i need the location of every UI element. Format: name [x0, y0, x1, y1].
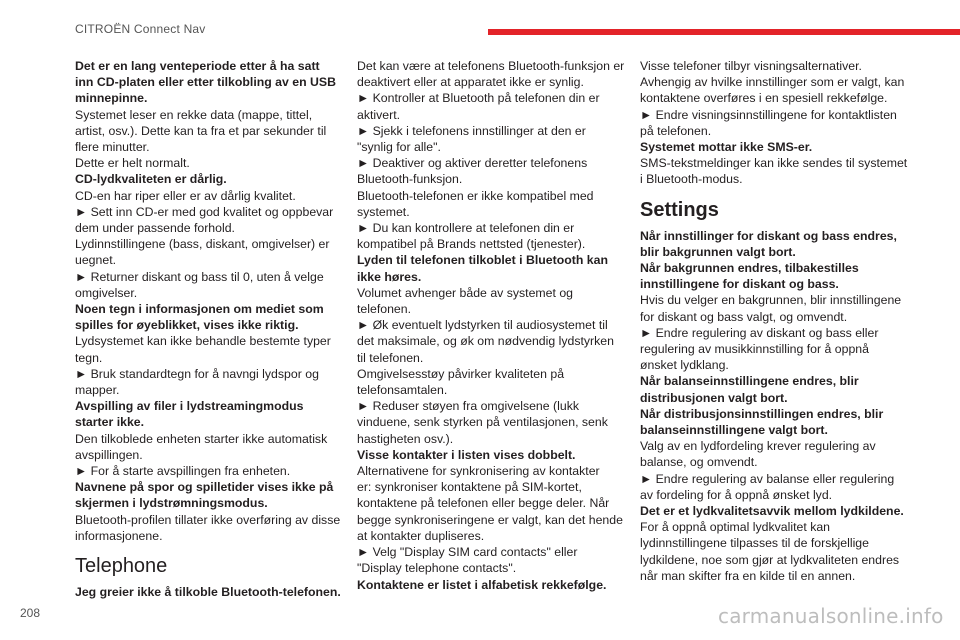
- body-text-line: deaktivert eller at apparatet ikke er synlig.: [357, 75, 584, 90]
- running-header-title: CITROËN Connect Nav: [75, 22, 206, 36]
- body-text-line: vinduene, senk styrken på ventilasjonen, senk: [357, 415, 608, 430]
- body-text-line: Visse telefoner tilbyr visningsalternativer.: [640, 59, 862, 73]
- body-text-line: ► Endre regulering av diskant og bass eller: [640, 325, 879, 340]
- body-text-line: når man skifter fra en kilde til en annen.: [640, 568, 856, 583]
- body-text-line: lydkildene, noe som gjør at lydkvaliteten endres: [640, 552, 900, 567]
- body-text-line: Valg av en lydfordeling krever regulering av: [640, 439, 876, 454]
- question-heading-line: Visse kontakter i listen vises dobbelt.: [357, 447, 576, 462]
- section-heading: Telephone: [75, 555, 168, 578]
- text-column-2: [357, 58, 629, 593]
- body-text-line: Dette er helt normalt.: [75, 156, 190, 171]
- body-text-line: dem under passende forhold.: [75, 221, 235, 236]
- question-heading-line: Navnene på spor og spilletider vises ikke på: [75, 480, 334, 495]
- text-column-1: [75, 58, 347, 600]
- body-text-line: av fordeling for å oppnå ønsket lyd.: [640, 487, 833, 502]
- body-text-line: hastigheten osv.).: [357, 431, 454, 446]
- question-heading-line: spilles for øyeblikket, vises ikke riktig.: [75, 318, 299, 333]
- body-text-line: på telefonen.: [640, 123, 712, 138]
- body-text-line: kompatibel på Brands nettsted (tjenester).: [357, 237, 586, 252]
- question-heading-line: Lyden til telefonen tilkoblet i Bluetooth kan: [357, 253, 608, 268]
- body-text-line: systemet.: [357, 204, 410, 219]
- body-text-line: i Bluetooth-modus.: [640, 172, 743, 187]
- question-heading-line: Systemet mottar ikke SMS-er.: [640, 140, 813, 155]
- question-heading-line: blir bakgrunnen valgt bort.: [640, 244, 796, 259]
- body-text-line: CD-en har riper eller er av dårlig kvalitet.: [75, 188, 296, 203]
- body-text-line: informasjonene.: [75, 528, 163, 543]
- body-text-line: avspillingen.: [75, 447, 143, 462]
- body-text-line: Lydsystemet kan ikke behandle bestemte typer: [75, 334, 331, 349]
- body-text-line: Den tilkoblede enheten starter ikke automatisk: [75, 431, 328, 446]
- body-text-line: ► Deaktiver og aktiver deretter telefonens: [357, 156, 588, 171]
- question-heading-line: starter ikke.: [75, 415, 145, 430]
- body-text-line: Lydinnstillingene (bass, diskant, omgivelser) er: [75, 237, 330, 252]
- body-text-line: ► Velg "Display SIM card contacts" eller: [357, 545, 578, 560]
- body-text-line: aktivert.: [357, 107, 401, 122]
- body-text-line: Bluetooth-funksjon.: [357, 172, 463, 187]
- body-text-line: telefonsamtalen.: [357, 383, 448, 398]
- body-text-line: tegn.: [75, 350, 103, 365]
- body-text-line: at kontakter dupliseres.: [357, 528, 485, 543]
- question-heading-line: Når balanseinnstillingene endres, blir: [640, 374, 859, 389]
- watermark: carmanualsonline.info: [718, 604, 944, 628]
- text-column-3: [640, 58, 912, 584]
- body-text-line: Systemet leser en rekke data (mappe, tittel,: [75, 107, 313, 122]
- body-text-line: regulering av musikkinnstilling for å oppnå: [640, 342, 869, 357]
- question-heading-line: CD-lydkvaliteten er dårlig.: [75, 172, 227, 187]
- question-heading-line: inn CD-platen eller etter tilkobling av en USB: [75, 75, 337, 90]
- question-heading-line: Det er et lydkvalitetsavvik mellom lydkildene.: [640, 504, 904, 519]
- body-text-line: ► Sett inn CD-er med god kvalitet og oppbevar: [75, 204, 334, 219]
- body-text-line: ► Endre visningsinnstillingene for kontaktlisten: [640, 107, 897, 122]
- question-heading-line: Kontaktene er listet i alfabetisk rekkefølge.: [357, 577, 607, 592]
- question-heading-line: Avspilling av filer i lydstreamingmodus: [75, 399, 304, 414]
- body-text-line: kontaktene overføres i en spesiell rekkefølge.: [640, 91, 888, 106]
- body-text-line: mapper.: [75, 383, 120, 398]
- question-heading-line: Når innstillinger for diskant og bass endres,: [640, 228, 897, 243]
- body-text-line: For å oppnå optimal lydkvalitet kan: [640, 520, 831, 535]
- body-text-line: balanse, og omvendt.: [640, 455, 758, 470]
- header-accent-bar: [488, 29, 960, 35]
- body-text-line: for diskant og bass valgt, og omvendt.: [640, 309, 848, 324]
- body-text-line: Alternativene for synkronisering av kontakter: [357, 464, 600, 479]
- body-text-line: artist, osv.). Dette kan ta fra et par sekunder til: [75, 123, 327, 138]
- body-text-line: telefonen.: [357, 302, 412, 317]
- body-text-line: lydinnstillingene tilpasses til de forskjellige: [640, 536, 869, 551]
- body-text-line: ► Reduser støyen fra omgivelsene (lukk: [357, 399, 579, 414]
- question-heading-line: Når bakgrunnen endres, tilbakestilles: [640, 261, 859, 276]
- body-text-line: uegnet.: [75, 253, 117, 268]
- body-text-line: "synlig for alle".: [357, 140, 441, 155]
- body-text-line: SMS-tekstmeldinger kan ikke sendes til systemet: [640, 156, 908, 171]
- body-text-line: kontaktene på telefonen eller begge deler. Når: [357, 496, 610, 511]
- page-number: 208: [20, 606, 41, 620]
- body-text-line: Hvis du velger en bakgrunnen, blir innstillingene: [640, 293, 902, 308]
- question-heading-line: Det er en lang venteperiode etter å ha satt: [75, 59, 320, 73]
- body-text-line: Det kan være at telefonens Bluetooth-funksjon er: [357, 59, 625, 73]
- question-heading-line: innstillingene for diskant og bass.: [640, 277, 839, 292]
- body-text-line: ønsket lydklang.: [640, 358, 729, 373]
- body-text-line: til telefonen.: [357, 350, 424, 365]
- question-heading-line: Når distribusjonsinnstillingen endres, blir: [640, 406, 884, 421]
- body-text-line: Volumet avhenger både av systemet og: [357, 285, 574, 300]
- body-text-line: ► Kontroller at Bluetooth på telefonen din er: [357, 91, 600, 106]
- body-text-line: Bluetooth-telefonen er ikke kompatibel med: [357, 188, 594, 203]
- body-text-line: omgivelser.: [75, 285, 138, 300]
- question-heading-line: minnepinne.: [75, 91, 148, 106]
- question-heading-line: skjermen i lydstrømningsmodus.: [75, 496, 268, 511]
- body-text-line: er: synkroniser kontaktene på SIM-kortet,: [357, 480, 582, 495]
- body-text-line: ► Bruk standardtegn for å navngi lydspor og: [75, 366, 319, 381]
- body-text-line: Avhengig av hvilke innstillinger som er valgt, kan: [640, 75, 905, 90]
- question-heading-line: Jeg greier ikke å tilkoble Bluetooth-telefonen.: [75, 585, 341, 600]
- body-text-line: ► Returner diskant og bass til 0, uten å velge: [75, 269, 324, 284]
- body-text-line: ► For å starte avspillingen fra enheten.: [75, 464, 291, 479]
- body-text-line: begge synkroniseringene er valgt, kan det hende: [357, 512, 623, 527]
- question-heading-line: Noen tegn i informasjonen om mediet som: [75, 302, 324, 317]
- question-heading-line: balanseinnstillingene valgt bort.: [640, 423, 828, 438]
- body-text-line: ► Sjekk i telefonens innstillinger at den er: [357, 123, 586, 138]
- question-heading-line: distribusjonen valgt bort.: [640, 390, 788, 405]
- body-text-line: det maksimale, og øk om nødvendig lydstyrken: [357, 334, 614, 349]
- question-heading-line: ikke høres.: [357, 269, 422, 284]
- body-text-line: "Display telephone contacts".: [357, 561, 517, 576]
- body-text-line: ► Du kan kontrollere at telefonen din er: [357, 221, 575, 236]
- body-text-line: Omgivelsesstøy påvirker kvaliteten på: [357, 366, 565, 381]
- body-text-line: Bluetooth-profilen tillater ikke overføring av disse: [75, 512, 341, 527]
- body-text-line: ► Øk eventuelt lydstyrken til audiosystemet til: [357, 318, 608, 333]
- body-text-line: flere minutter.: [75, 140, 150, 155]
- body-text-line: ► Endre regulering av balanse eller regulering: [640, 471, 895, 486]
- section-heading: Settings: [640, 198, 719, 221]
